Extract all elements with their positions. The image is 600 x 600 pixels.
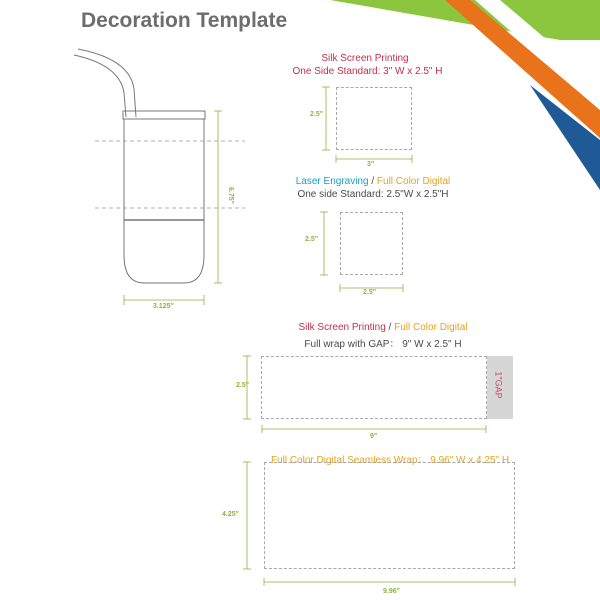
laser-title bbox=[283, 176, 463, 187]
tumbler-width-label: 3.125" bbox=[153, 303, 174, 310]
silk-screen-spec: One Side Standard: 3" W x 2.5" H bbox=[292, 66, 443, 77]
laser-title-part2: Full Color Digital bbox=[376, 176, 451, 187]
wrap-title bbox=[283, 322, 483, 333]
seamless-dimensions bbox=[240, 460, 525, 590]
laser-title-part1: Laser Engraving bbox=[295, 176, 369, 187]
tumbler-drawing bbox=[60, 45, 260, 315]
wrap-title-part2: Full Color Digital bbox=[394, 322, 468, 333]
laser-spec: One side Standard: 2.5"W x 2.5"H bbox=[297, 189, 449, 200]
tumbler-height-label: 6.75" bbox=[226, 187, 234, 204]
seamless-height-label: 4.25" bbox=[222, 511, 239, 518]
silk-screen-title: Silk Screen Printing bbox=[321, 53, 409, 64]
wrap-title-sep: / bbox=[385, 322, 395, 333]
laser-height-label: 2.5" bbox=[305, 236, 319, 243]
seamless-width-label: 9.96" bbox=[383, 588, 400, 595]
silk-screen-dimensions bbox=[320, 85, 420, 165]
wrap-dimensions bbox=[240, 354, 500, 439]
laser-width-label: 2.5" bbox=[363, 289, 377, 296]
wrap-width-label: 9" bbox=[370, 433, 378, 440]
wrap-title-part1: Silk Screen Printing bbox=[298, 322, 386, 333]
wrap-height-label: 2.5" bbox=[236, 382, 250, 389]
laser-dimensions bbox=[318, 210, 413, 295]
gap-label: 1"GAP bbox=[493, 371, 504, 399]
page-title: Decoration Template bbox=[81, 9, 288, 32]
silk-screen-width-label: 3" bbox=[367, 161, 375, 168]
wrap-spec: Full wrap with GAP： 9" W x 2.5" H bbox=[304, 339, 462, 350]
seamless-title: Full Color Digital Seamless Wrap： 9.96" W x 4.25" H bbox=[270, 455, 510, 466]
laser-title-sep: / bbox=[368, 176, 377, 187]
silk-screen-height-label: 2.5" bbox=[310, 111, 324, 118]
